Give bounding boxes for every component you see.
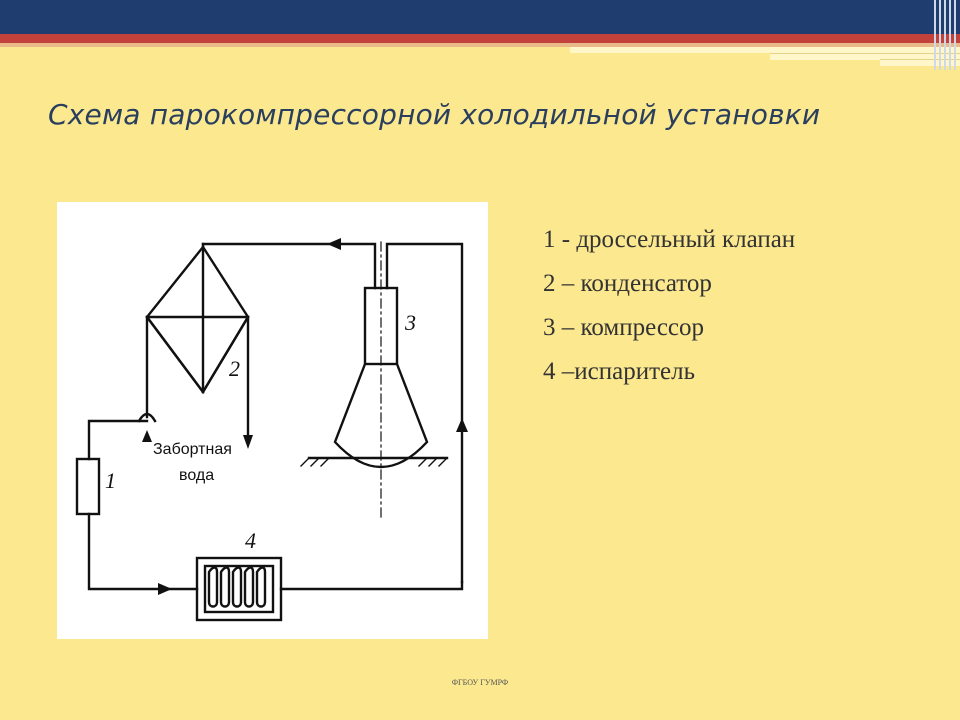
water-inlet-arrow xyxy=(142,430,152,442)
suction-arrow xyxy=(456,418,468,432)
discharge-line xyxy=(203,244,462,582)
diagram-svg xyxy=(57,202,488,639)
label-condenser: 2 xyxy=(229,356,240,381)
slide-title: Схема парокомпрессорной холодильной установки xyxy=(48,98,821,131)
legend-item-condenser: 2 – конденсатор xyxy=(543,270,712,297)
water-outlet-arrow xyxy=(243,435,253,449)
legend-item-valve: 1 - дроссельный клапан xyxy=(543,226,796,253)
legend-list xyxy=(543,218,795,394)
condenser-shape xyxy=(147,247,248,437)
label-evaporator: 4 xyxy=(245,528,256,553)
legend-item-compressor: 3 – компрессор xyxy=(543,314,705,341)
refrigeration-diagram xyxy=(57,202,488,639)
header-band xyxy=(0,0,960,34)
header-decor-bars xyxy=(930,0,960,70)
header-red-stripe xyxy=(0,34,960,43)
legend-item-evaporator: 4 –испаритель xyxy=(543,358,695,385)
liquid-line-arrow xyxy=(158,583,172,595)
discharge-arrow xyxy=(327,238,341,250)
label-valve: 1 xyxy=(105,468,116,493)
label-compressor: 3 xyxy=(405,310,416,335)
label-water-line1: Забортная xyxy=(153,441,232,458)
label-water-line2: вода xyxy=(179,467,215,484)
footer-org: ФГБОУ ГУМРФ xyxy=(451,678,509,687)
evaporator-shape xyxy=(197,558,462,620)
